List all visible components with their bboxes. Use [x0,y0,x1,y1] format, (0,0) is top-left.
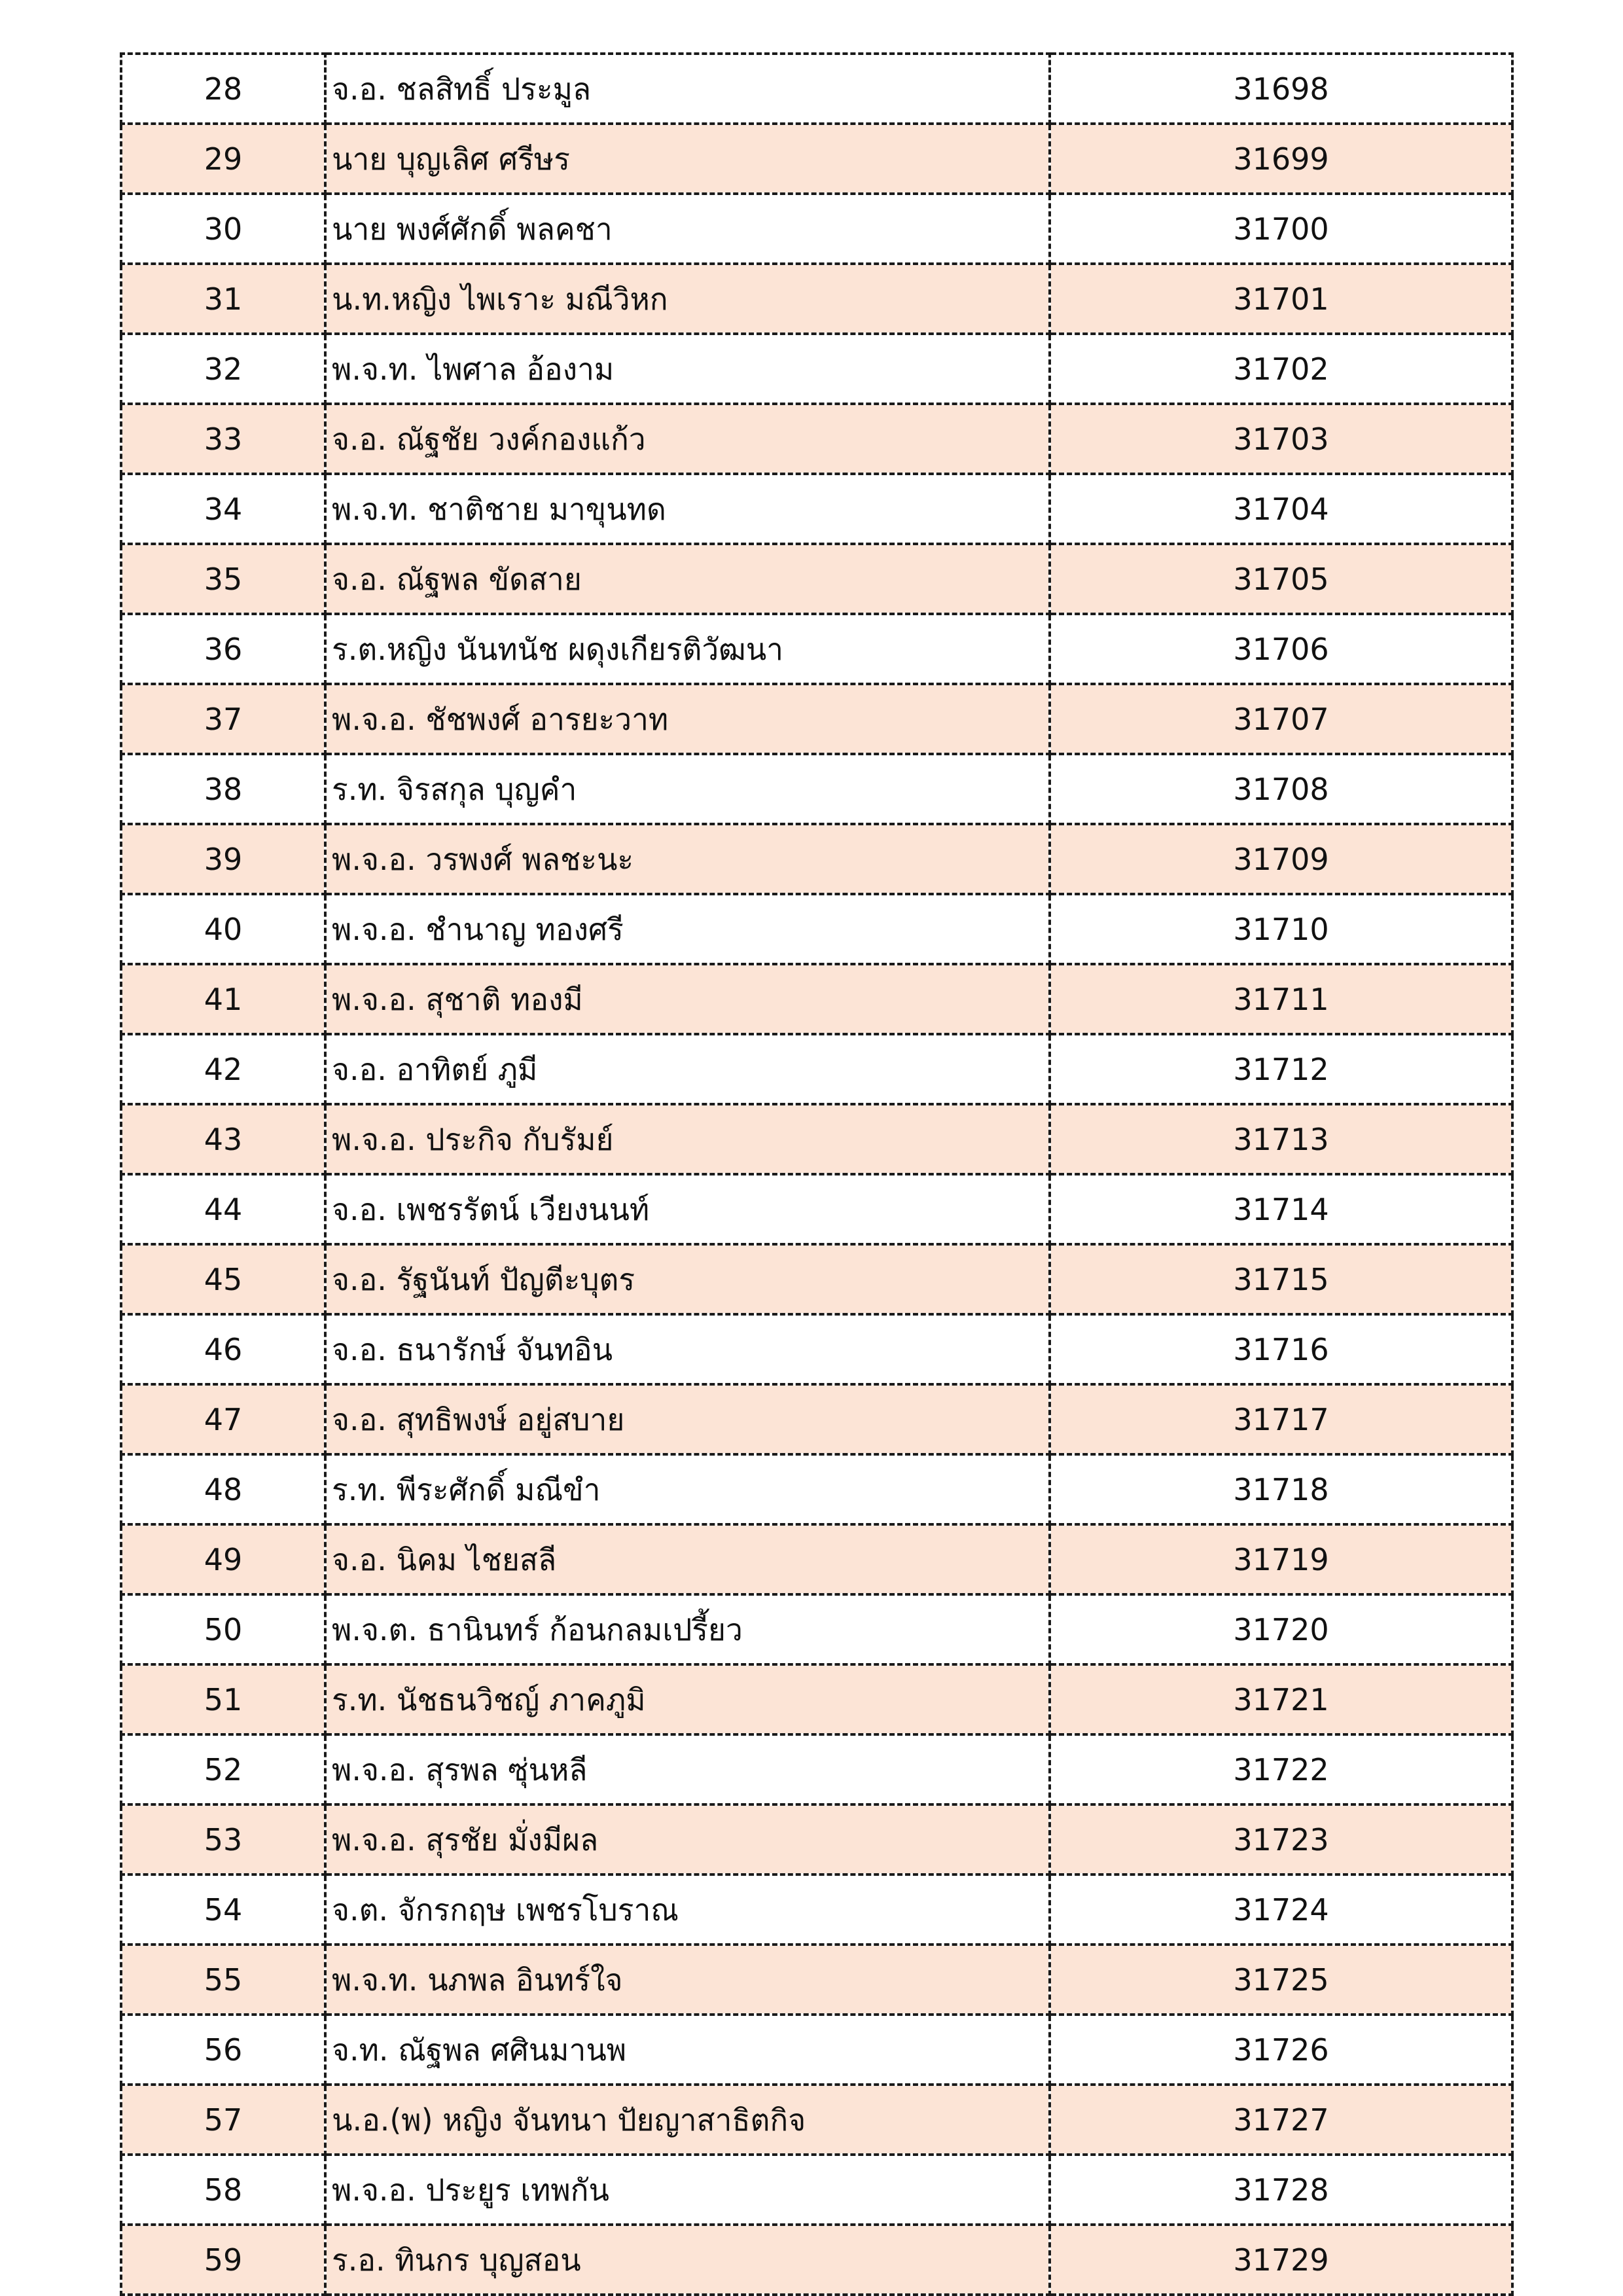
id-number: 31706 [1050,614,1512,684]
table-row [121,2085,1512,2155]
row-number: 48 [121,1454,325,1524]
person-name: จ.อ. ชลสิทธิ์ ประมูล [325,54,1050,124]
id-number: 31724 [1050,1874,1512,1945]
row-number: 57 [121,2085,325,2155]
id-number: 31710 [1050,894,1512,964]
id-number: 31705 [1050,544,1512,614]
row-number: 32 [121,334,325,404]
id-number: 31715 [1050,1244,1512,1314]
person-name: พ.จ.อ. สุรชัย มั่งมีผล [325,1804,1050,1874]
table-row [121,1874,1512,1945]
table-row [121,1104,1512,1174]
person-name: พ.จ.ท. ชาติชาย มาขุนทด [325,474,1050,544]
row-number: 29 [121,124,325,194]
table-row [121,1174,1512,1244]
row-number: 39 [121,824,325,894]
table-row [121,824,1512,894]
table-row [121,474,1512,544]
person-name: จ.อ. สุทธิพงษ์ อยู่สบาย [325,1384,1050,1454]
id-number: 31717 [1050,1384,1512,1454]
table-row [121,1734,1512,1804]
row-number: 46 [121,1314,325,1384]
roster-table [120,52,1514,2296]
roster-body [121,54,1512,2295]
id-number: 31699 [1050,124,1512,194]
row-number: 33 [121,404,325,474]
table-row [121,894,1512,964]
row-number: 30 [121,194,325,264]
person-name: พ.จ.ต. ธานินทร์ ก้อนกลมเปรี้ยว [325,1594,1050,1664]
id-number: 31698 [1050,54,1512,124]
row-number: 28 [121,54,325,124]
row-number: 52 [121,1734,325,1804]
table-row [121,334,1512,404]
person-name: พ.จ.อ. ชัชพงศ์ อารยะวาท [325,684,1050,754]
id-number: 31714 [1050,1174,1512,1244]
table-row [121,1314,1512,1384]
id-number: 31727 [1050,2085,1512,2155]
person-name: จ.อ. อาทิตย์ ภูมี [325,1034,1050,1104]
row-number: 36 [121,614,325,684]
table-row [121,1804,1512,1874]
table-row [121,614,1512,684]
table-row [121,1034,1512,1104]
table-row [121,2015,1512,2085]
table-row [121,684,1512,754]
person-name: พ.จ.ท. นภพล อินทร์ใจ [325,1945,1050,2015]
person-name: พ.จ.อ. สุชาติ ทองมี [325,964,1050,1034]
table-row [121,544,1512,614]
person-name: น.อ.(พ) หญิง จันทนา ปัยญาสาธิตกิจ [325,2085,1050,2155]
table-row [121,754,1512,824]
id-number: 31723 [1050,1804,1512,1874]
row-number: 41 [121,964,325,1034]
id-number: 31703 [1050,404,1512,474]
person-name: จ.ต. จักรกฤษ เพชรโบราณ [325,1874,1050,1945]
id-number: 31711 [1050,964,1512,1034]
row-number: 50 [121,1594,325,1664]
row-number: 58 [121,2155,325,2225]
person-name: พ.จ.อ. ชำนาญ ทองศรี [325,894,1050,964]
table-row [121,1945,1512,2015]
person-name: น.ท.หญิง ไพเราะ มณีวิหก [325,264,1050,334]
id-number: 31712 [1050,1034,1512,1104]
table-row [121,1524,1512,1594]
person-name: จ.อ. ธนารักษ์ จันทอิน [325,1314,1050,1384]
id-number: 31725 [1050,1945,1512,2015]
table-row [121,1664,1512,1734]
row-number: 43 [121,1104,325,1174]
person-name: พ.จ.อ. สุรพล ซุ่นหลี [325,1734,1050,1804]
row-number: 31 [121,264,325,334]
table-row [121,1384,1512,1454]
row-number: 47 [121,1384,325,1454]
person-name: จ.อ. ณัฐพล ขัดสาย [325,544,1050,614]
id-number: 31700 [1050,194,1512,264]
row-number: 59 [121,2225,325,2295]
row-number: 45 [121,1244,325,1314]
person-name: พ.จ.อ. ประยูร เทพกัน [325,2155,1050,2225]
person-name: พ.จ.ท. ไพศาล อ้องาม [325,334,1050,404]
table-row [121,194,1512,264]
person-name: ร.ท. จิรสกุล บุญคำ [325,754,1050,824]
id-number: 31722 [1050,1734,1512,1804]
person-name: นาย พงศ์ศักดิ์ พลคชา [325,194,1050,264]
person-name: จ.อ. นิคม ไชยสลี [325,1524,1050,1594]
person-name: จ.อ. ณัฐชัย วงค์กองแก้ว [325,404,1050,474]
table-row [121,2225,1512,2295]
row-number: 37 [121,684,325,754]
row-number: 53 [121,1804,325,1874]
id-number: 31729 [1050,2225,1512,2295]
row-number: 54 [121,1874,325,1945]
id-number: 31720 [1050,1594,1512,1664]
table-row [121,964,1512,1034]
row-number: 49 [121,1524,325,1594]
person-name: พ.จ.อ. ประกิจ กับรัมย์ [325,1104,1050,1174]
id-number: 31709 [1050,824,1512,894]
id-number: 31726 [1050,2015,1512,2085]
id-number: 31721 [1050,1664,1512,1734]
id-number: 31719 [1050,1524,1512,1594]
person-name: พ.จ.อ. วรพงศ์ พลชะนะ [325,824,1050,894]
person-name: จ.อ. เพชรรัตน์ เวียงนนท์ [325,1174,1050,1244]
person-name: จ.อ. รัฐนันท์ ปัญตีะบุตร [325,1244,1050,1314]
row-number: 40 [121,894,325,964]
id-number: 31728 [1050,2155,1512,2225]
id-number: 31718 [1050,1454,1512,1524]
row-number: 34 [121,474,325,544]
id-number: 31704 [1050,474,1512,544]
table-row [121,2155,1512,2225]
id-number: 31716 [1050,1314,1512,1384]
person-name: ร.อ. ทินกร บุญสอน [325,2225,1050,2295]
table-row [121,1454,1512,1524]
table-row [121,264,1512,334]
id-number: 31713 [1050,1104,1512,1174]
person-name: ร.ท. นัชธนวิชญ์ ภาคภูมิ [325,1664,1050,1734]
table-row [121,1244,1512,1314]
id-number: 31702 [1050,334,1512,404]
table-row [121,54,1512,124]
row-number: 38 [121,754,325,824]
table-row [121,404,1512,474]
table-row [121,1594,1512,1664]
person-name: ร.ต.หญิง นันทนัช ผดุงเกียรติวัฒนา [325,614,1050,684]
person-name: จ.ท. ณัฐพล ศศินมานพ [325,2015,1050,2085]
id-number: 31707 [1050,684,1512,754]
id-number: 31708 [1050,754,1512,824]
row-number: 42 [121,1034,325,1104]
row-number: 35 [121,544,325,614]
row-number: 56 [121,2015,325,2085]
table-row [121,124,1512,194]
row-number: 44 [121,1174,325,1244]
person-name: นาย บุญเลิศ ศรีษร [325,124,1050,194]
row-number: 51 [121,1664,325,1734]
row-number: 55 [121,1945,325,2015]
id-number: 31701 [1050,264,1512,334]
person-name: ร.ท. พีระศักดิ์ มณีขำ [325,1454,1050,1524]
